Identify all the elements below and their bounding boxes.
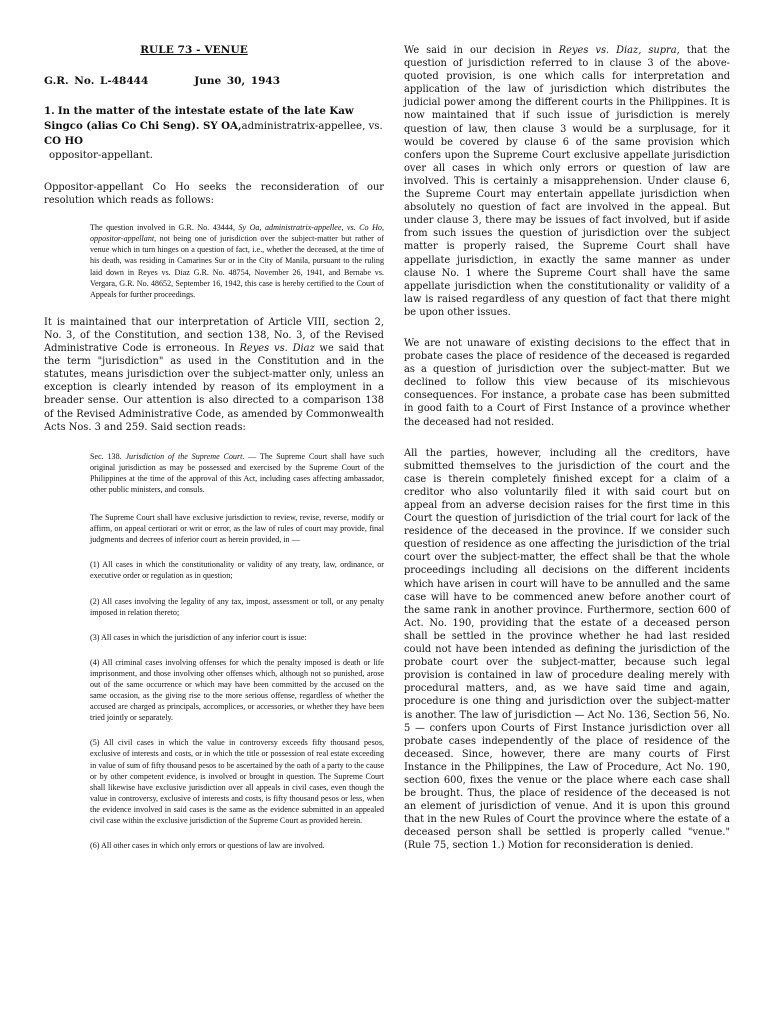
section-138-quote: [90, 451, 384, 495]
exclusive-jurisdiction-quote: The Supreme Court shall have exclusive jurisdiction to review, revise, reverse, modify or affirm, on appeal certiorari or writ or error, as the law of rules of court may provide, final judgments and decrees of inferior court as herein provided, in —: [90, 513, 384, 545]
decision-text: We said in our decision in: [404, 45, 559, 56]
clause-1: (1) All cases in which the constitutionality or validity of any treaty, law, ordinance, or executive order or regulation as in question;: [90, 560, 384, 581]
section-text: . — The Supreme Court shall have such original jurisdiction as may be possessed and exercised by the Supreme Court of the Philippines at the time of the approval of this Act, including cases affecting ambassador, other public ministers, and consuls.: [90, 451, 385, 494]
gr-number: G.R. No. L-48444: [44, 75, 149, 87]
clause-3: (3) All cases in which the jurisdiction of any inferior court is issue:: [90, 632, 307, 642]
case-title-bold: In the matter of the intestate estate of the late Kaw Singco (alias Co Chi Seng). SY OA,: [44, 105, 354, 132]
quote-text-cont: , not being one of jurisdiction over the subject-matter but rather of venue which in turn hinges on a question of fact, i.e., whether the deceased, at the time of his death, was residing in Camarines Sur or in the City of Manila, pursuant to the ruling laid down in Reyes vs. Diaz G.R. No. 48754, November 26, 1941, and Bernabe vs. Vergara, G.R. No. 48652, September 16, 1942, this case is hereby certified to the Court of Appeals for further proceedings.: [90, 234, 384, 299]
argument-paragraph: [44, 316, 384, 434]
decision-text-cont: , that the question of jurisdiction referred to in clause 3 of the above-quoted provision, is one which calls for interpretation and application of the law of jurisdiction which distributes the judicial power among the different courts in the Philippines. It is now maintained that if such issue of jurisdiction is merely question of law, then clause 3 would be a surplusage, for it would be covered by clause 6 of the same provision which confers upon the Supreme Court exclusive appellate jurisdiction over all cases in which only errors or question of law are involved. This is certainly a misapprehension. Under clause 6, the Supreme Court may entertain appellate jurisdiction when absolutely no question of fact are involved in the appeal. But under clause 3, there may be issues of fact involved, but if aside from such issues the question of jurisdiction over the subject matter is properly raised, the Supreme Court shall have appellate jurisdiction, in exactly the same manner as under clause No. 1 where the Supreme Court shall have the same appellate jurisdiction when the constitutionality or validity of a law is raised regardless of any question of fact that there might be upon other issues.: [404, 45, 730, 318]
case-reference: [44, 75, 384, 87]
document-title: RULE 73 - VENUE: [140, 44, 248, 56]
decision-date: June 30, 1943: [194, 75, 281, 87]
section-number: Sec. 138.: [90, 451, 126, 461]
argument-case-name: Reyes vs. Diaz: [239, 343, 315, 355]
section-heading: Jurisdiction of the Supreme Court: [125, 451, 243, 461]
case-title-parties: administratrix-appellee, vs.: [241, 121, 383, 132]
clause-6: (6) All other cases in which only errors or questions of law are involved.: [90, 841, 325, 851]
right-column: [404, 44, 730, 853]
clause-4: (4) All criminal cases involving offenses for which the penalty imposed is death or life imprisonment, and those involving other offenses which, although not so punished, arose out of the same occurrence or which may have been committed by the accused on the same occasion, as the giving rise to the more serious offense, regardless of whether the accused are charged as principals, accomplices, or accessories, or whether they have been tried jointly or separately.: [90, 657, 384, 723]
case-number: 1.: [44, 105, 55, 117]
quote-case-name: Sy Oa, administratrix-appellee, vs. Co Ho, oppositor-appellant: [90, 223, 385, 244]
opening-paragraph: Oppositor-appellant Co Ho seeks the reconsideration of our resolution which reads as follows:: [44, 182, 384, 207]
decision-paragraph-1: [404, 44, 730, 319]
case-title-oppositor: CO HO: [44, 135, 84, 147]
decision-paragraph-3: All the parties, however, including all the creditors, have submitted themselves to the jurisdiction of the court and the case is therein completely finished except for a claim of a creditor who also voluntarily filed it with said court but on appeal from an adverse decision raises for the first time in this Court the question of jurisdiction of the trial court for lack of the residence of the deceased in the province. If we consider such question of residence as one affecting the jurisdiction of the trial court over the subject-matter, the effect shall be that the whole proceedings including all decisions on the different incidents which have arisen in court will have to be annulled and the same case will have to be commenced anew before another court of the same rank in another province. Furthermore, section 600 of Act. No. 190, providing that the estate of a deceased person shall be settled in the province whether he had last resided could not have been intended as defining the jurisdiction of the probate court over the subject-matter, because such legal provision is contained in law of procedure dealing merely with procedural matters, and, as we have said time and again, procedure is one thing and jurisdiction over the subject-matter is another. The law of jurisdiction — Act No. 136, Section 56, No. 5 — confers upon Courts of First Instance jurisdiction over all probate cases independently of the place of residence of the deceased. Since, however, there are many courts of First Instance in the Philippines, the Law of Procedure, Act No. 190, section 600, fixes the venue or the place where each case shall be brought. Thus, the place of residence of the deceased is not an element of jurisdiction of venue. And it is upon this ground that in the new Rules of Court the province where the estate of a deceased person shall be settled is properly called "venue." (Rule 75, section 1.) Motion for reconsideration is denied.: [404, 447, 730, 852]
argument-text-cont: we said that the term "jurisdiction" as used in the Constitution and in the statutes, means jurisdiction over the subject-matter only, unless an exception is clearly intended by reason of its employment in a breader sense. Our attention is also directed to a comparison 138 of the Revised Administrative Code, as amended by Commonwealth Acts Nos. 3 and 259. Said section reads:: [44, 343, 384, 433]
quoted-resolution: [90, 222, 384, 300]
decision-paragraph-2: We are not unaware of existing decisions to the effect that in probate cases the place of residence of the deceased is regarded as a question of jurisdiction over the subject-matter. But we declined to follow this view because of its mischievous consequences. For instance, a probate case has been submitted in good faith to a Court of First Instance of a province whether the deceased had not resided.: [404, 337, 730, 428]
left-column: [44, 44, 384, 851]
clause-5: (5) All civil cases in which the value in controversy exceeds fifty thousand pesos, exclusive of interests and costs, or in which the title or possession of real estate exceeding in value of sum of fifty thousand pesos to be ascertained by the oath of a party to the cause or by other competent evidence, is involved or brought in question. The Supreme Court shall likewise have exclusive jurisdiction over all appeals in civil cases, even though the value in controversy, exclusive of interests and costs, is fifty thousand pesos or less, when the evidence involved in said cases is the same as the evidence submitted in an appealed civil case within the exclusive jurisdiction of the Supreme Court as provided herein.: [90, 738, 384, 826]
case-title: [44, 104, 384, 163]
clause-2: (2) All cases involving the legality of any tax, impost, assessment or toll, or any penalty imposed in relation thereto;: [90, 596, 384, 617]
case-title-role: oppositor-appellant.: [49, 150, 153, 161]
decision-case-name: Reyes vs. Diaz, supra: [558, 45, 677, 56]
argument-text: It is maintained that our interpretation of Article VIII, section 2, No. 3, of the Constitution, and section 138, No. 3, of the Revised Administrative Code is erroneous. In: [44, 316, 384, 355]
quote-text: The question involved in G.R. No. 43444,: [90, 223, 239, 233]
